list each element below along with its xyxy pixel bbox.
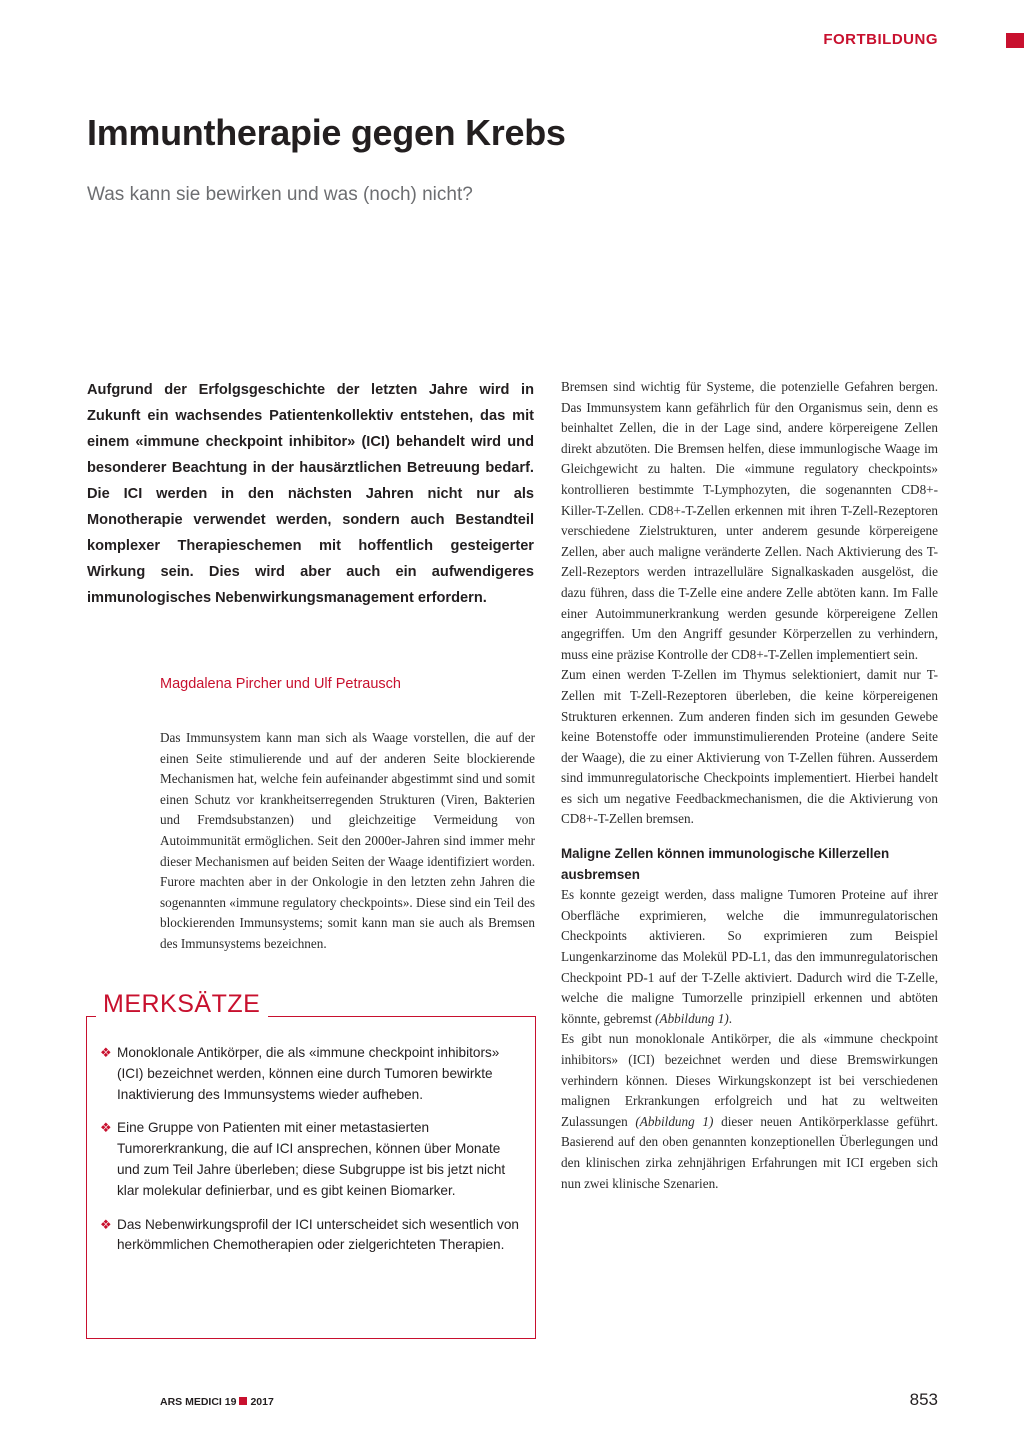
page-subtitle: Was kann sie bewirken und was (noch) nicht?	[87, 184, 473, 205]
merksaetze-top-rule-left	[86, 1016, 96, 1017]
body-text: .	[728, 1010, 733, 1026]
diamond-bullet-icon: ❖	[100, 1045, 112, 1060]
right-column	[561, 377, 938, 1194]
merksaetze-title: MERKSÄTZE	[103, 990, 261, 1018]
merksaetze-top-rule-right	[268, 1016, 536, 1017]
journal-name: ARS MEDICI 19	[160, 1396, 237, 1408]
merksaetze-item-text: Eine Gruppe von Patienten mit einer metastasierten Tumorerkrankung, die auf ICI ansprechen, können über Monate und zum Teil Jahre überleben; diese Subgruppe ist bis jetzt nicht klar molekular definierbar, und es gibt keinen Biomarker.	[117, 1120, 506, 1198]
diamond-bullet-icon: ❖	[100, 1216, 112, 1232]
section-label: FORTBILDUNG	[823, 31, 938, 48]
body-text: dieser neuen Antikörperklasse geführt. Basierend auf den oben genannten konzeptionellen Überlegungen und den klinischen zirka zehnjährigen Erfahrungen mit ICI ergeben sich nun zwei klinische Szenarien.	[561, 1113, 938, 1191]
intro-paragraph: Das Immunsystem kann man sich als Waage vorstellen, die auf der einen Seite stimulierende und auf der anderen Seite blockierende Mechanismen hat, welche fein aufeinander abgestimmt sind und somit einen Schutz vor krankheitserregenden Strukturen (Viren, Bakterien und Fremdsubstanzen) und gleichzeitige Vermeidung von Autoimmunität ermöglichen. Seit den 2000er-Jahren sind immer mehr dieser Mechanismen auf beiden Seiten der Waage identifiziert worden. Furore machten aber in der Onkologie in den letzten zehn Jahren die sogenannten «immune regulatory checkpoints». Diese sind ein Teil des blockierenden Immunsystems; somit kann man sie auch als Bremsen des Immunsystems bezeichnen.	[160, 730, 535, 951]
diamond-bullet-icon: ❖	[100, 1120, 112, 1136]
figure-reference: (Abbildung 1)	[635, 1113, 714, 1129]
merksaetze-item-text: Monoklonale Antikörper, die als «immune checkpoint inhibitors» (ICI) bezeichnet werden, können eine durch Tumoren bewirkte Inaktivierung des Immunsystems wieder aufheben.	[117, 1045, 500, 1102]
footer-journal	[160, 1396, 274, 1408]
section-heading: Maligne Zellen können immunologische Killerzellen ausbremsen	[561, 846, 890, 882]
merksaetze-list	[100, 1043, 520, 1269]
body-paragraph: Bremsen sind wichtig für Systeme, die potenzielle Gefahren bergen. Das Immunsystem kann gefährlich für den Organismus sein, denn es beinhaltet Zellen, die in der Lage sind, andere körpereigene Zellen direkt abzutöten. Die Bremsen helfen, diese immunlogische Waage im Gleichgewicht zu halten. Die «immune regulatory checkpoints» kontrollieren bestimmte T-Lymphozyten, die sogenannten CD8+-Killer-T-Zellen. CD8+-T-Zellen erkennen mit ihren T-Zell-Rezeptoren verschiedene Zielstrukturen, unter anderem gesunde körpereigene Zellen, aber auch maligne veränderte Zellen. Nach Aktivierung des T-Zell-Rezeptors werden intrazelluläre Signalkaskaden ausgelöst, die dazu führen, dass die T-Zelle eine andere Zelle abtöten kann. Im Falle einer Autoimmunerkrankung werden gesunde körpereigene Zellen angegriffen. Um den Angriff gesunder Körperzellen zu verhindern, muss eine präzise Kontrolle der CD8+-T-Zellen implementiert sein.	[561, 379, 938, 662]
merksaetze-item	[100, 1118, 520, 1201]
merksaetze-item-text: Das Nebenwirkungsprofil der ICI unterscheidet sich wesentlich von herkömmlichen Chemotherapien oder zielgerichteten Therapien.	[117, 1216, 519, 1253]
body-paragraph	[561, 885, 938, 1029]
page-title: Immuntherapie gegen Krebs	[87, 112, 566, 153]
figure-reference: (Abbildung 1)	[655, 1010, 729, 1026]
body-text: Es konnte gezeigt werden, dass maligne Tumoren Proteine auf ihrer Oberfläche exprimieren, welche die immunregulatorischen Checkpoints aktivieren. So exprimieren zum Beispiel Lungenkarzinome das Molekül PD-L1, das den immunregulatorischen Checkpoint PD-1 auf der T-Zelle aktiviert. Dadurch wird die T-Zelle, welche die maligne Tumorzelle prinzipiell erkennen und abtöten könnte, gebremst	[561, 887, 938, 1026]
footer-square-icon	[239, 1397, 247, 1405]
authors-byline: Magdalena Pircher und Ulf Petrausch	[160, 676, 401, 692]
merksaetze-item	[100, 1215, 520, 1257]
journal-year: 2017	[250, 1396, 274, 1408]
body-text: Es gibt nun monoklonale Antikörper, die als «immune checkpoint inhibitors» (ICI) bezeichnet werden und diese Bremswirkungen verhindern können. Dieses Wirkungskonzept ist bei verschiedenen malignen Erkrankungen erfolgreich und hat zu weltweiten Zulassungen	[561, 1031, 938, 1129]
merksaetze-item	[100, 1043, 520, 1105]
page-number: 853	[909, 1390, 938, 1409]
lead-paragraph: Aufgrund der Erfolgsgeschichte der letzten Jahre wird in Zukunft ein wachsendes Patientenkollektiv entstehen, das mit einem «immune checkpoint inhibitor» (ICI) behandelt wird und besonderer Beachtung in der hausärztlichen Betreuung bedarf. Die ICI werden in den nächsten Jahren nicht nur als Monotherapie verwendet werden, sondern auch Bestandteil komplexer Therapieschemen mit hoffentlich gesteigerter Wirkung sein. Dies wird aber auch ein aufwendigeres immunologisches Nebenwirkungsmanagement erfordern.	[87, 382, 534, 606]
section-marker-square	[1006, 33, 1024, 48]
body-paragraph	[561, 1029, 938, 1194]
body-paragraph: Zum einen werden T-Zellen im Thymus selektioniert, damit nur T-Zellen mit T-Zell-Rezeptoren überleben, die keine körpereigenen Strukturen erkennen. Zum anderen finden sich im gesunden Gewebe keine Botenstoffe oder immunstimulierenden Proteine (andere Seite der Waage), die zu einer Aktivierung von T-Zellen führen. Ausserdem sind immunregulatorische Checkpoints implementiert. Hierbei handelt es sich um negative Feedbackmechanismen, die die Aktivierung von CD8+-T-Zellen bremsen.	[561, 667, 938, 827]
